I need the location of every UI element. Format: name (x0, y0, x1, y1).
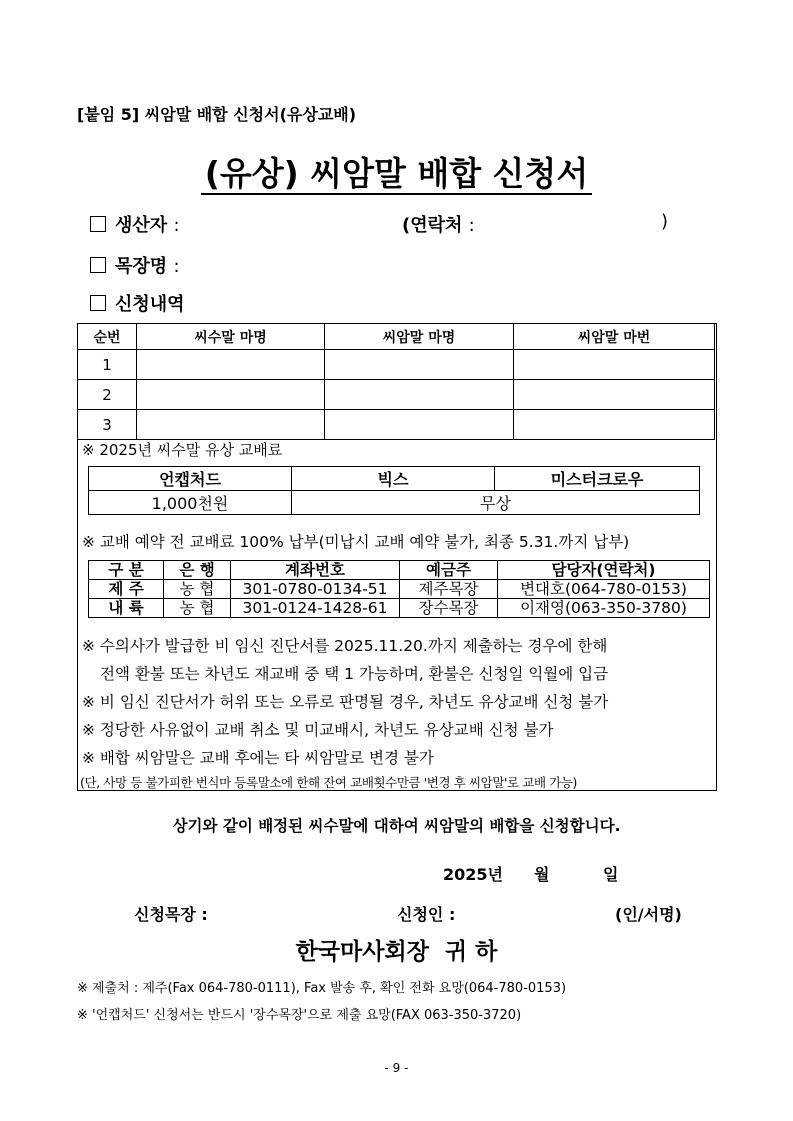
recipient: 한국마사회장 귀 하 (295, 939, 498, 965)
bank-region: 내 륙 (89, 599, 164, 618)
application-box (77, 323, 717, 791)
bank-header-contact: 담당자(연락처) (498, 561, 710, 580)
signature-applicant-label: 신청인 : (397, 905, 456, 924)
bank-header-account: 계좌번호 (231, 561, 400, 580)
bank-header-holder: 예금주 (400, 561, 498, 580)
row-number: 3 (78, 410, 137, 440)
fee-value-uncaptured: 1,000천원 (89, 491, 292, 515)
note-line: ※ 비 임신 진단서가 허위 또는 오류로 판명될 경우, 차년도 유상교배 신청 불가 (82, 693, 609, 711)
mare-cell[interactable] (325, 410, 514, 440)
bank-name: 농 협 (164, 580, 231, 599)
bank-header-bank: 은 행 (164, 561, 231, 580)
mare-number-cell[interactable] (514, 350, 715, 380)
bank-name: 농 협 (164, 599, 231, 618)
details-field: 신청내역 (90, 290, 185, 316)
note-line: ※ 배합 씨암말은 교배 후에는 타 씨암말로 변경 불가 (82, 749, 434, 767)
checkbox-icon (90, 257, 106, 273)
note-line: ※ 수의사가 발급한 비 임신 진단서를 2025.11.20.까지 제출하는 경우에 한해 (82, 637, 608, 655)
mare-number-cell[interactable] (514, 410, 715, 440)
contact-close: ) (661, 211, 669, 232)
declaration: 상기와 같이 배정된 씨수말에 대하여 씨암말의 배합을 신청합니다. (172, 817, 621, 835)
col-header-mare-number: 씨암말 마번 (514, 324, 715, 350)
row-number: 2 (78, 380, 137, 410)
col-header-no: 순번 (78, 324, 137, 350)
bank-row (89, 580, 710, 599)
footnote-uncaptured: ※ '언캡처드' 신청서는 반드시 '장수목장'으로 제출 요망(FAX 063-350-3720) (77, 1008, 522, 1023)
date-month: 월 (534, 865, 550, 884)
table-header-row (78, 324, 715, 350)
note-line: 전액 환불 또는 차년도 재교배 중 택 1 가능하며, 환불은 신청일 익월에 입금 (100, 665, 609, 683)
bank-row (89, 599, 710, 618)
bank-holder: 장수목장 (400, 599, 498, 618)
mare-cell[interactable] (325, 350, 514, 380)
signature-farm-label: 신청목장 : (134, 905, 208, 924)
mare-cell[interactable] (325, 380, 514, 410)
bank-header-row (89, 561, 710, 580)
bank-account: 301-0780-0134-51 (231, 580, 400, 599)
stallion-cell[interactable] (137, 350, 325, 380)
producer-field: 생산자 : (90, 211, 180, 237)
table-row (78, 410, 715, 440)
bank-contact: 이재영(063-350-3780) (498, 599, 710, 618)
stallion-cell[interactable] (137, 410, 325, 440)
fee-header-bix: 빅스 (292, 467, 495, 491)
bank-contact: 변대호(064-780-0153) (498, 580, 710, 599)
page-number: - 9 - (384, 1061, 409, 1075)
note-line: ※ 정당한 사유없이 교배 취소 및 미교배시, 차년도 유상교배 신청 불가 (82, 721, 554, 739)
row-number: 1 (78, 350, 137, 380)
fee-table (88, 466, 700, 515)
farm-field: 목장명 : (90, 252, 180, 278)
note-exception: (단, 사망 등 불가피한 번식마 등록말소에 한해 잔여 교배횟수만큼 '변경 후 씨암말'로 교배 가능) (80, 775, 578, 790)
bank-table (88, 560, 710, 618)
fee-value-free: 무상 (292, 491, 700, 515)
contact-field: (연락처 : (402, 215, 475, 236)
attachment-label: [붙임 5] 씨암말 배합 신청서(유상교배) (77, 105, 357, 124)
stallion-cell[interactable] (137, 380, 325, 410)
mare-number-cell[interactable] (514, 380, 715, 410)
fee-value-row (89, 491, 700, 515)
checkbox-icon (90, 216, 106, 232)
fee-header-uncaptured: 언캡처드 (89, 467, 292, 491)
fee-header-row (89, 467, 700, 491)
date-year: 2025년 (443, 865, 503, 884)
col-header-mare: 씨암말 마명 (325, 324, 514, 350)
footnote-submission: ※ 제출처 : 제주(Fax 064-780-0111), Fax 발송 후, 확인 전화 요망(064-780-0153) (77, 981, 567, 996)
date-day: 일 (603, 865, 619, 884)
fee-header-mistercrow: 미스터크로우 (495, 467, 700, 491)
signature-seal-label: (인/서명) (615, 905, 682, 924)
bank-region: 제 주 (89, 580, 164, 599)
registration-table (77, 323, 715, 440)
page-title: (유상) 씨암말 배합 신청서 (0, 148, 793, 195)
bank-holder: 제주목장 (400, 580, 498, 599)
col-header-stallion: 씨수말 마명 (137, 324, 325, 350)
table-row (78, 350, 715, 380)
table-row (78, 380, 715, 410)
fee-note: ※ 2025년 씨수말 유상 교배료 (82, 441, 283, 459)
payment-note: ※ 교배 예약 전 교배료 100% 납부(미납시 교배 예약 불가, 최종 5.31.까지 납부) (82, 533, 630, 551)
checkbox-icon (90, 295, 106, 311)
bank-header-region: 구 분 (89, 561, 164, 580)
bank-account: 301-0124-1428-61 (231, 599, 400, 618)
